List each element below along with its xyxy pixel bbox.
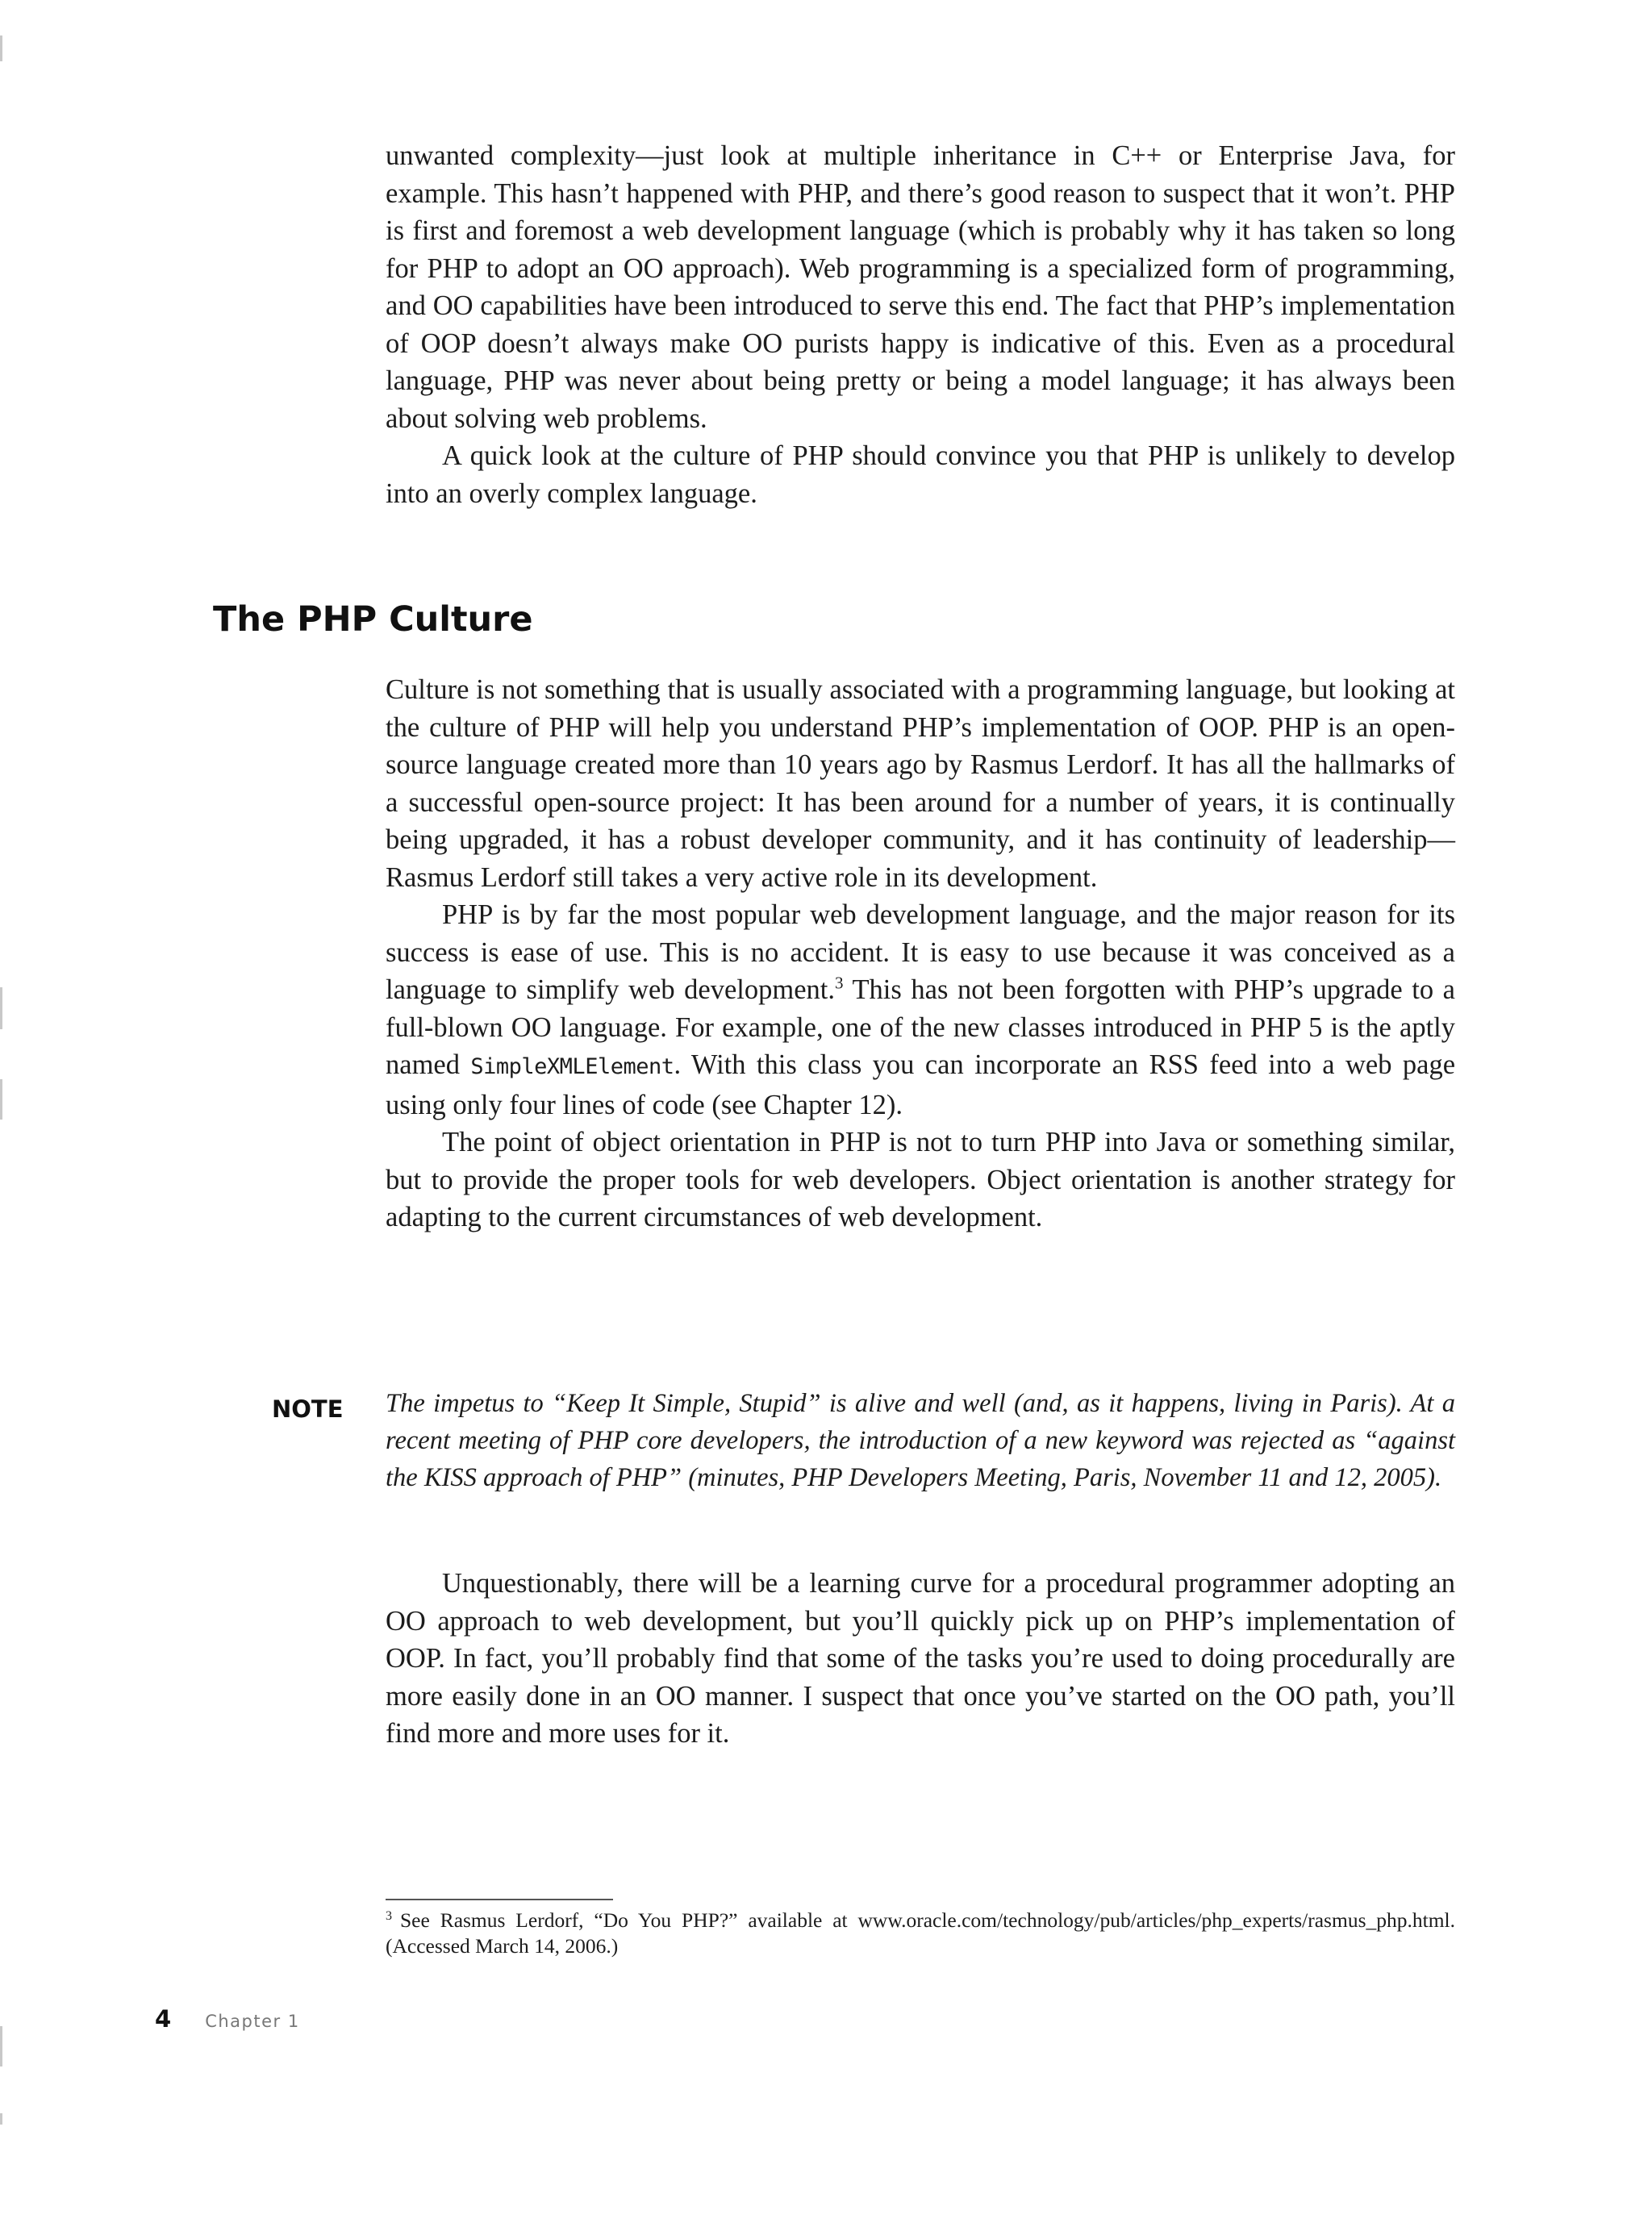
closing-text <box>386 1565 1455 1753</box>
intro-paragraph: A quick look at the culture of PHP should convince you that PHP is unlikely to develop into an overly complex language. <box>386 440 1455 509</box>
intro-paragraph-continued: unwanted complexity—just look at multiple inheritance in C++ or Enterprise Java, for example. This hasn’t happened with PHP, and there’s good reason to suspect that it won’t. PHP is first and foremost a web development language (which is probably why it has taken so long for PHP to adopt an OO approach). Web programming is a specialized form of programming, and OO capabilities have been introduced to serve this end. The fact that PHP’s implementation of OOP doesn’t always make OO purists happy is indicative of this. Even as a procedural language, PHP was never about being pretty or being a model language; it has always been about solving web problems. <box>386 140 1455 434</box>
body-text: . With this class you can incorporate an RSS feed into a web page using only four lines of code (see Chapter 12). <box>386 1049 1456 1120</box>
scan-edge-mark <box>0 987 2 1029</box>
body-text: PHP is by far the most popular web development language, and the major reason for its success is ease of use. This is no accident. It is easy to use because it was conceived as a language to simplify web development. <box>386 899 1455 1005</box>
page-footer <box>155 2005 300 2033</box>
footnote-reference[interactable]: 3 <box>835 973 844 993</box>
body-paragraph: Culture is not something that is usually associated with a programming language, but looking at the culture of PHP will help you understand PHP’s implementation of OOP. PHP is an open-source language created more than 10 years ago by Rasmus Lerdorf. It has all the hallmarks of a successful open-source project: It has been around for a number of years, it is continually being upgraded, it has a robust developer community, and it has continuity of leadership—Rasmus Lerdorf still takes a very active role in its development. <box>386 674 1455 893</box>
note-text: The impetus to “Keep It Simple, Stupid” is alive and well (and, as it happens, living in Paris). At a recent meeting of PHP core developers, the introduction of a new keyword was rejected as “against the KISS approach of PHP” (minutes, PHP Developers Meeting, Paris, November 11 and 12, 2005). <box>386 1389 1455 1492</box>
page-number: 4 <box>155 2005 172 2033</box>
footnote-text: See Rasmus Lerdorf, “Do You PHP?” available at www.oracle.com/technology/pub/articles/php_experts/rasmus_php.html. (Accessed March 14, 2006.) <box>386 1908 1455 1958</box>
note-label: NOTE <box>272 1395 344 1423</box>
section-heading: The PHP Culture <box>213 599 533 640</box>
body-paragraph <box>386 896 1455 1124</box>
body-paragraph: The point of object orientation in PHP is not to turn PHP into Java or something similar, but to provide the proper tools for web developers. Object orientation is another strategy for adapting to the current circumstances of web development. <box>386 1127 1455 1232</box>
scan-edge-mark <box>0 35 2 61</box>
section-body <box>386 671 1455 1237</box>
intro-text <box>386 137 1455 512</box>
running-footer: Chapter 1 <box>205 2012 300 2031</box>
body-text: This has not been forgotten with PHP’s upgrade to a full-blown OO language. For example, one of the new classes introduced in PHP 5 is the aptly named <box>386 974 1455 1080</box>
footnote <box>386 1908 1455 1959</box>
scan-edge-mark <box>0 2113 2 2125</box>
footnote-divider <box>386 1899 613 1900</box>
footnote-number: 3 <box>386 1908 392 1923</box>
scan-edge-mark <box>0 1079 2 1120</box>
body-paragraph: Unquestionably, there will be a learning curve for a procedural programmer adopting an OO approach to web development, but you’ll quickly pick up on PHP’s implementation of OOP. In fact, you’ll probably find that some of the tasks you’re used to doing procedurally are more easily done in an OO manner. I suspect that once you’ve started on the OO path, you’ll find more and more uses for it. <box>386 1568 1455 1749</box>
inline-code: SimpleXMLElement <box>470 1054 674 1079</box>
scan-edge-mark <box>0 2026 2 2066</box>
